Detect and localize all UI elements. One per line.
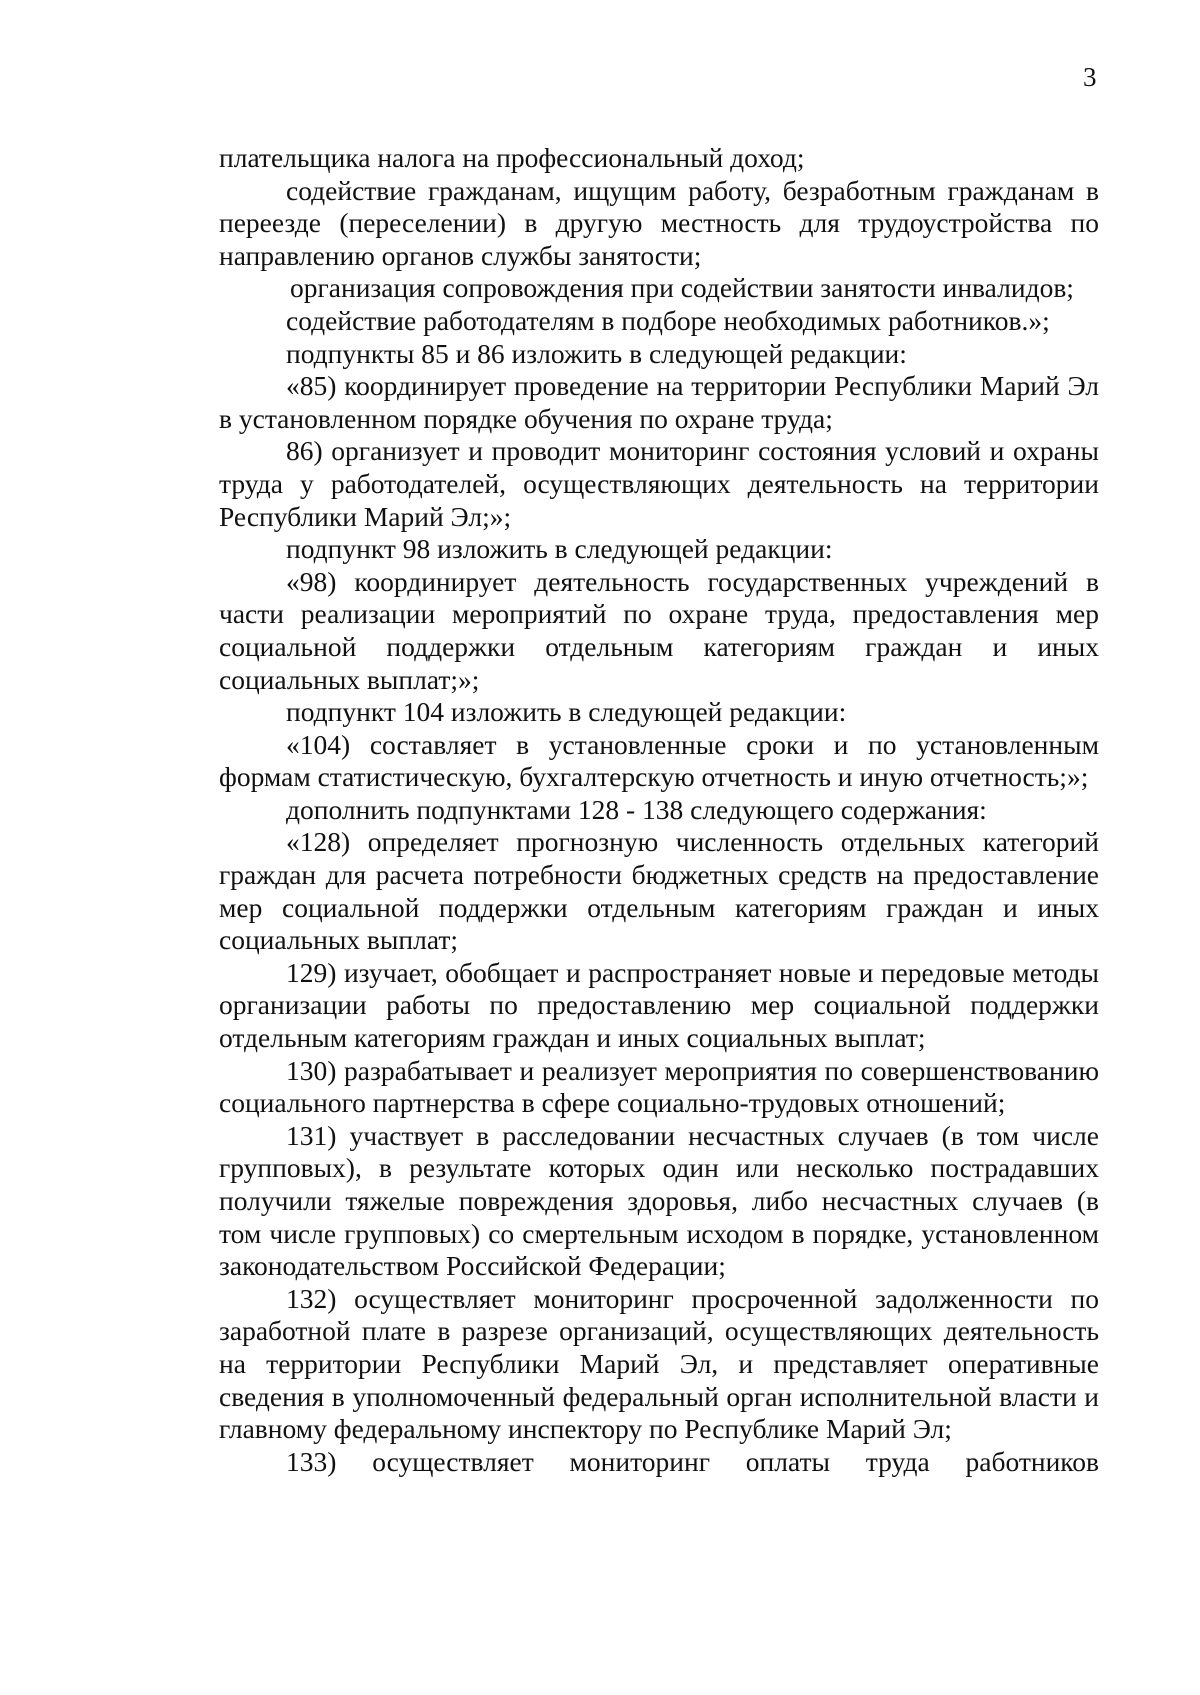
- paragraph-11: «104) составляет в установленные сроки и по установленным формам статистическую, бухгалтерскую отчетность и иную отчетность;»;: [219, 728, 1099, 793]
- paragraph-16: 131) участвует в расследовании несчастных случаев (в том числе групповых), в результате которых один или несколько пострадавших получили тяжелые повреждения здоровья, либо несчастных случаев (в том числе групповых) со смертельным исходом в порядке, установленном законодательством Российской Федерации;: [219, 1119, 1099, 1282]
- paragraph-3: организация сопровождения при содействии занятости инвалидов;: [290, 272, 1074, 304]
- document-body: [219, 142, 1099, 1478]
- paragraph-8: подпункт 98 изложить в следующей редакции:: [286, 533, 833, 565]
- paragraph-13: «128) определяет прогнозную численность отдельных категорий граждан для расчета потребности бюджетных средств на предоставление мер социальной поддержки отдельным категориям граждан и иных социальных выплат;: [219, 826, 1099, 956]
- paragraph-9: «98) координирует деятельность государственных учреждений в части реализации мероприятий по охране труда, предоставления мер социальной поддержки отдельным категориям граждан и иных социальных выплат;»;: [219, 565, 1099, 695]
- paragraph-2: содействие гражданам, ищущим работу, безработным гражданам в переезде (переселении) в другую местность для трудоустройства по направлению органов службы занятости;: [219, 174, 1099, 271]
- paragraph-15: 130) разрабатывает и реализует мероприятия по совершенствованию социального партнерства в сфере социально-трудовых отношений;: [219, 1054, 1099, 1119]
- paragraph-1: плательщика налога на профессиональный доход;: [219, 142, 805, 173]
- paragraph-6: «85) координирует проведение на территории Республики Марий Эл в установленном порядке обучения по охране труда;: [219, 370, 1099, 434]
- paragraph-18: 133) осуществляет мониторинг оплаты труда работников: [286, 1445, 1099, 1477]
- paragraph-4: содействие работодателям в подборе необходимых работников.»;: [286, 304, 1050, 336]
- page-number: 3: [1083, 62, 1097, 92]
- paragraph-7: 86) организует и проводит мониторинг состояния условий и охраны труда у работодателей, осуществляющих деятельность на территории Республики Марий Эл;»;: [219, 435, 1099, 532]
- paragraph-12: дополнить подпунктами 128 - 138 следующего содержания:: [286, 793, 987, 825]
- paragraph-10: подпункт 104 изложить в следующей редакции:: [286, 696, 847, 728]
- paragraph-14: 129) изучает, обобщает и распространяет новые и передовые методы организации работы по предоставлению мер социальной поддержки отдельным категориям граждан и иных социальных выплат;: [219, 956, 1099, 1054]
- paragraph-5: подпункты 85 и 86 изложить в следующей редакции:: [286, 337, 907, 369]
- paragraph-17: 132) осуществляет мониторинг просроченной задолженности по заработной плате в разрезе организаций, осуществляющих деятельность на территории Республики Марий Эл, и представляет оперативные сведения в уполномоченный федеральный орган исполнительной власти и главному федеральному инспектору по Республике Марий Эл;: [219, 1282, 1099, 1445]
